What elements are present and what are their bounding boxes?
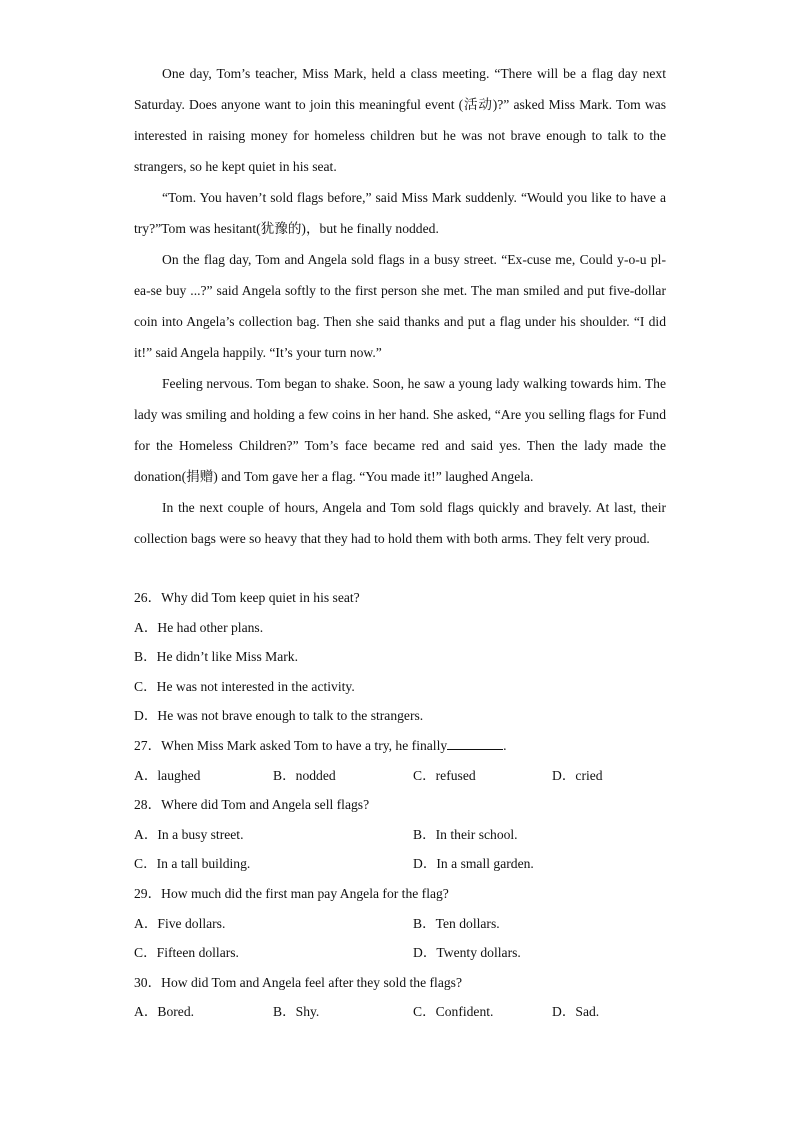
reading-passage [134, 58, 666, 554]
question-26-stem: 26．Why did Tom keep quiet in his seat? [134, 590, 360, 605]
question-26-option-row [134, 613, 694, 643]
question-28-option-b[interactable]: B．In their school. [413, 826, 518, 842]
question-27-stem-period: . [503, 737, 507, 753]
question-29-option-c[interactable]: C．Fifteen dollars. [134, 945, 239, 961]
question-27-option-b[interactable]: B．nodded [273, 767, 336, 783]
question-list [134, 583, 694, 1027]
question-29-option-b[interactable]: B．Ten dollars. [413, 915, 500, 931]
answer-blank[interactable] [447, 737, 503, 750]
question-27-option-d[interactable]: D．cried [552, 767, 603, 783]
passage-paragraph-3: On the flag day, Tom and Angela sold flags in a busy street. “Ex-cuse me, Could y-o-u pl-ea-se buy ...?” said Angela softly to the first person she met. The man smiled and put five-dollar coin into Angela’s collection bag. Then she said thanks and put a flag under his shoulder. “I did it!” said Angela happily. “It’s your turn now.” [134, 252, 666, 360]
question-30-option-d[interactable]: D．Sad. [552, 1004, 600, 1020]
question-26-option-row [134, 701, 694, 731]
question-27-stem [134, 731, 694, 761]
question-28-option-d[interactable]: D．In a small garden. [413, 856, 534, 872]
question-26-option-a[interactable]: A．He had other plans. [134, 619, 264, 635]
question-26-option-c[interactable]: C．He was not interested in the activity. [134, 678, 355, 694]
question-26-option-row [134, 672, 694, 702]
question-27-option-row [134, 761, 694, 791]
question-26-option-b[interactable]: B．He didn’t like Miss Mark. [134, 649, 299, 665]
question-29-option-a[interactable]: A．Five dollars. [134, 915, 226, 931]
question-30-option-c[interactable]: C．Confident. [413, 1004, 494, 1020]
question-29-stem: 29．How much did the first man pay Angela for the flag? [134, 885, 449, 901]
question-30-option-row [134, 997, 694, 1027]
question-30-stem: 30．How did Tom and Angela feel after they sold the flags? [134, 974, 462, 990]
question-28-option-row [134, 849, 694, 879]
question-28-option-row [134, 820, 694, 850]
passage-paragraph-2: “Tom. You haven’t sold flags before,” said Miss Mark suddenly. “Would you like to have a try?”Tom was hesitant(犹豫的)，but he finally nodded. [134, 190, 666, 236]
passage-paragraph-5: In the next couple of hours, Angela and Tom sold flags quickly and bravely. At last, their collection bags were so heavy that they had to hold them with both arms. They felt very proud. [134, 500, 666, 546]
question-27-option-a[interactable]: A．laughed [134, 767, 201, 783]
question-29-option-row [134, 909, 694, 939]
passage-paragraph-4: Feeling nervous. Tom began to shake. Soon, he saw a young lady walking towards him. The lady was smiling and holding a few coins in her hand. She asked, “Are you selling flags for Fund for the Homeless Children?” Tom’s face became red and said yes. Then the lady made the donation(捐赠) and Tom gave her a flag. “You made it!” laughed Angela. [134, 376, 666, 484]
question-26-option-row [134, 642, 694, 672]
question-28-stem: 28．Where did Tom and Angela sell flags? [134, 797, 370, 813]
question-27-option-c[interactable]: C．refused [413, 767, 476, 783]
passage-paragraph-1: One day, Tom’s teacher, Miss Mark, held a class meeting. “There will be a flag day next Saturday. Does anyone want to join this meaningful event (活动)?” asked Miss Mark. Tom was interested in raising money for homeless children but he was not brave enough to talk to the strangers, so he kept quiet in his seat. [134, 66, 666, 174]
question-29-option-d[interactable]: D．Twenty dollars. [413, 945, 521, 961]
question-30-option-b[interactable]: B．Shy. [273, 1004, 320, 1020]
question-27-stem-text: 27．When Miss Mark asked Tom to have a try, he finally [134, 737, 448, 753]
question-26-option-d[interactable]: D．He was not brave enough to talk to the strangers. [134, 708, 424, 724]
question-29-option-row [134, 938, 694, 968]
question-28-option-a[interactable]: A．In a busy street. [134, 826, 244, 842]
question-28-option-c[interactable]: C．In a tall building. [134, 856, 251, 872]
question-30-option-a[interactable]: A．Bored. [134, 1004, 195, 1020]
